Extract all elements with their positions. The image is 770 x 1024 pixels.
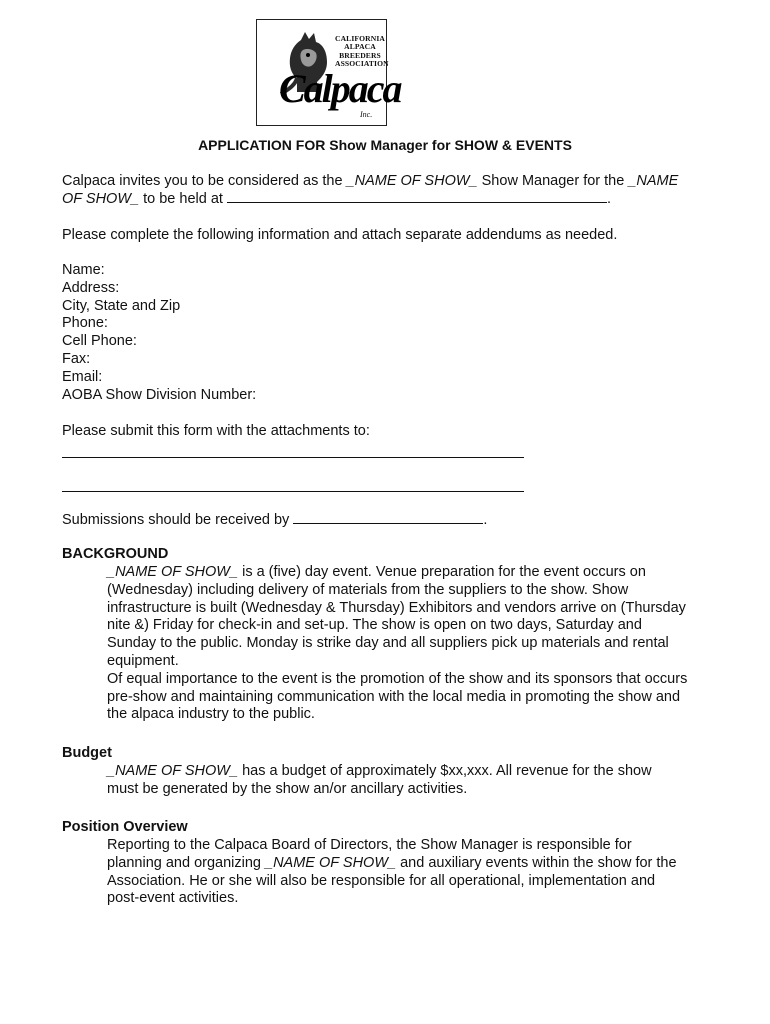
background-text: is a (five) day event. Venue preparation for the event occurs on: [238, 564, 646, 580]
logo-line: ASSOCIATION: [335, 59, 389, 69]
intro-paragraph: [62, 172, 722, 208]
budget-line: [107, 763, 717, 781]
instructions: Please complete the following information and attach separate addendums as needed.: [62, 227, 618, 243]
applicant-fields: [62, 262, 256, 404]
budget-body: [107, 763, 717, 799]
show-name-placeholder: _NAME OF SHOW_: [346, 173, 478, 189]
background-line: the alpaca industry to the public.: [107, 706, 315, 723]
address-blank-line-2[interactable]: [62, 491, 524, 492]
logo-org-name: [335, 34, 389, 69]
show-name-placeholder: _NAME OF SHOW_: [107, 763, 239, 779]
document-title: APPLICATION FOR Show Manager for SHOW & EVENTS: [198, 137, 572, 153]
intro-text: .: [606, 191, 611, 207]
field-label-city-state-zip[interactable]: City, State and Zip: [62, 297, 181, 314]
field-label-phone[interactable]: Phone:: [62, 315, 108, 332]
budget-heading: Budget: [62, 745, 112, 761]
received-text: Submissions should be received by: [62, 512, 294, 528]
position-line: [107, 855, 717, 873]
address-blank-line-1[interactable]: [62, 457, 524, 458]
field-label-name[interactable]: Name:: [62, 262, 105, 278]
logo-line: CALIFORNIA: [335, 34, 385, 43]
background-line: infrastructure is built (Wednesday & Thursday) Exhibitors and vendors arrive on (Thursday: [107, 599, 686, 616]
background-line: (Wednesday) including delivery of materials from the suppliers to the show. Show: [107, 581, 629, 598]
calpaca-logo: [256, 19, 401, 126]
background-line: Sunday to the public. Monday is strike day and all suppliers pick up materials and rental: [107, 635, 669, 652]
intro-line-2: [62, 190, 722, 208]
field-label-fax[interactable]: Fax:: [62, 350, 91, 367]
position-line: Association. He or she will also be responsible for all operational, implementation and: [107, 872, 656, 889]
background-body: [107, 564, 717, 724]
show-name-placeholder: _NAME: [628, 173, 679, 189]
background-line: equipment.: [107, 652, 179, 669]
show-name-placeholder: _NAME OF SHOW_: [107, 564, 239, 580]
background-line: nite &) Friday for check-in and set-up. The show is open on two days, Saturday and: [107, 617, 642, 634]
field-label-aoba-number[interactable]: AOBA Show Division Number:: [62, 386, 257, 403]
submit-instructions: Please submit this form with the attachments to:: [62, 423, 370, 439]
budget-line: must be generated by the show an/or ancillary activities.: [107, 780, 468, 797]
logo-suffix: Inc.: [360, 110, 373, 119]
venue-blank[interactable]: [227, 190, 607, 203]
position-line: post-event activities.: [107, 890, 239, 907]
position-line: Reporting to the Calpaca Board of Directors, the Show Manager is responsible for: [107, 837, 632, 853]
logo-line: ALPACA: [344, 42, 376, 52]
background-heading: BACKGROUND: [62, 546, 169, 562]
position-text: planning and organizing: [107, 854, 266, 871]
logo-script-text: Calpaca: [279, 66, 401, 111]
position-body: [107, 837, 717, 908]
background-line: pre-show and maintaining communication with the local media in promoting the show and: [107, 688, 681, 705]
intro-text: Show Manager for the: [477, 173, 629, 189]
background-line: Of equal importance to the event is the promotion of the show and its sponsors that occurs: [107, 670, 688, 687]
intro-text: Calpaca invites you to be considered as the: [62, 173, 347, 189]
received-by-line: [62, 511, 722, 529]
field-label-email[interactable]: Email:: [62, 368, 103, 385]
position-text: and auxiliary events within the show for the: [396, 854, 677, 871]
budget-text: has a budget of approximately $xx,xxx. All revenue for the show: [238, 763, 652, 779]
received-text: .: [483, 512, 488, 528]
intro-line-1: [62, 172, 722, 190]
show-name-placeholder: _NAME OF SHOW_: [265, 854, 397, 871]
show-name-placeholder: OF SHOW_: [62, 191, 140, 207]
date-blank[interactable]: [293, 511, 483, 524]
background-line: [107, 564, 717, 582]
logo-line: BREEDERS: [339, 50, 381, 60]
intro-text: to be held at: [139, 191, 227, 207]
field-label-cell-phone[interactable]: Cell Phone:: [62, 333, 137, 350]
position-heading: Position Overview: [62, 819, 188, 835]
field-label-address[interactable]: Address:: [62, 279, 120, 296]
